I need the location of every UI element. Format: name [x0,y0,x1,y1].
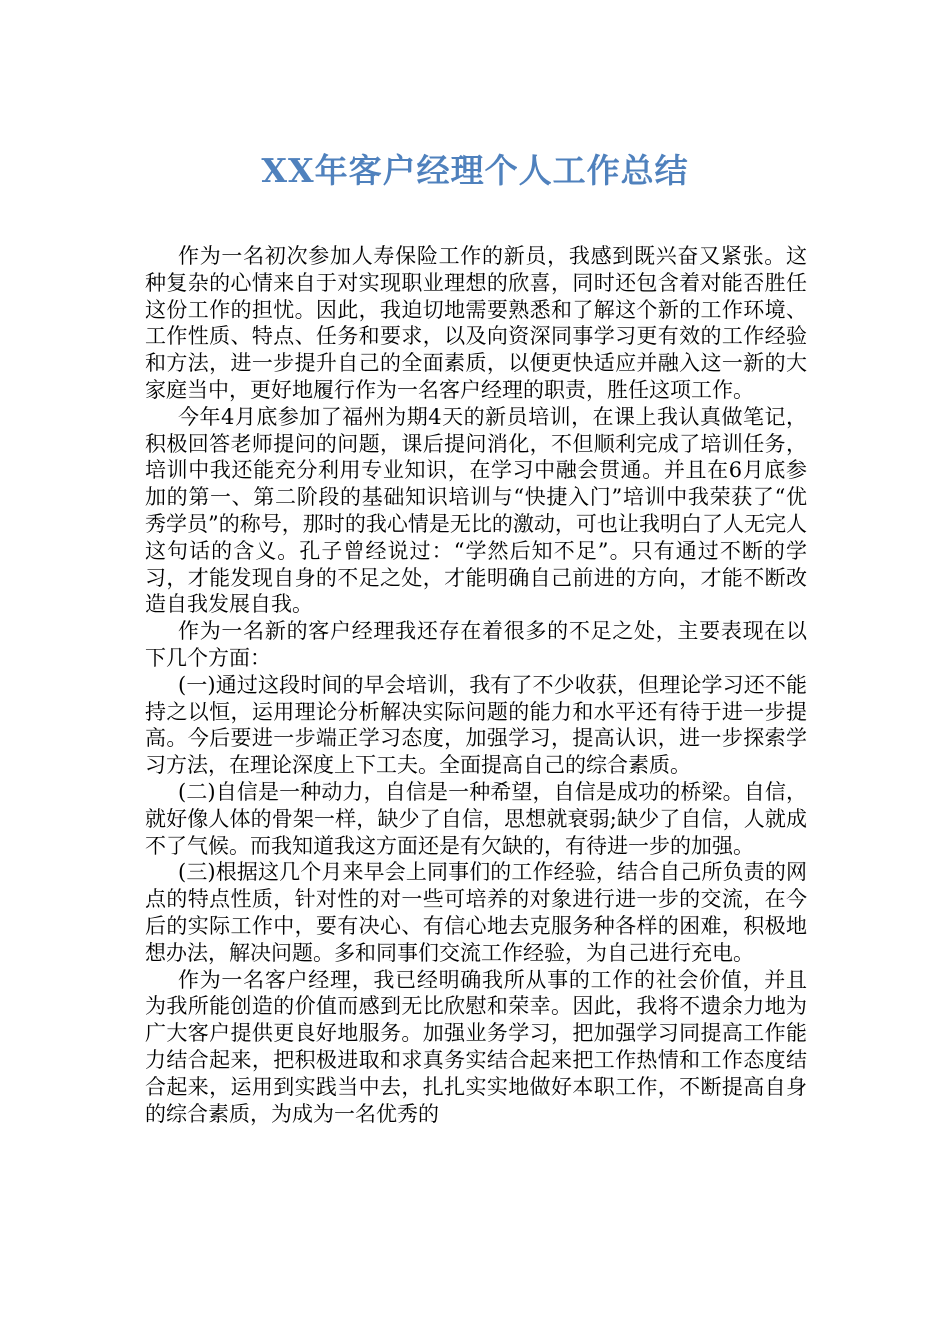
paragraph-item-one: (一)通过这段时间的早会培训，我有了不少收获，但理论学习还不能持之以恒，运用理论分析解决实际问题的能力和水平还有待于进一步提高。今后要进一步端正学习态度，加强学习，提高认识，进一步探索学习方法，在理论深度上下工夫。全面提高自己的综合素质。 [145,672,807,778]
paragraph-shortcomings-intro: 作为一名新的客户经理我还存在着很多的不足之处，主要表现在以下几个方面： [145,619,807,670]
paragraph-intro: 作为一名初次参加人寿保险工作的新员，我感到既兴奋又紧张。这种复杂的心情来自于对实现职业理想的欣喜，同时还包含着对能否胜任这份工作的担忧。因此，我迫切地需要熟悉和了解这个新的工作环境、工作性质、特点、任务和要求，以及向资深同事学习更有效的工作经验和方法，进一步提升自己的全面素质，以便更快适应并融入这一新的大家庭当中，更好地履行作为一名客户经理的职责，胜任这项工作。 [145,244,807,402]
document-title: XX年客户经理个人工作总结 [261,151,689,190]
paragraph-item-two: (二)自信是一种动力，自信是一种希望，自信是成功的桥梁。自信，就好像人体的骨架一样，缺少了自信，思想就衰弱;缺少了自信，人就成不了气候。而我知道我这方面还是有欠缺的，有待进一步的加强。 [145,779,807,858]
paragraph-training: 今年4月底参加了福州为期4天的新员培训，在课上我认真做笔记，积极回答老师提问的问题，课后提问消化，不但顺利完成了培训任务，培训中我还能充分利用专业知识，在学习中融会贯通。并且在6月底参加的第一、第二阶段的基础知识培训与“快捷入门”培训中我荣获了“优秀学员”的称号，那时的我心情是无比的激动，可也让我明白了人无完人这句话的含义。孔子曾经说过：“学然后知不足”。只有通过不断的学习，才能发现自身的不足之处，才能明确自己前进的方向，才能不断改造自我发展自我。 [145,404,807,617]
paragraph-item-three: (三)根据这几个月来早会上同事们的工作经验，结合自己所负责的网点的特点性质，针对性的对一些可培养的对象进行进一步的交流，在今后的实际工作中，要有决心、有信心地去克服务种各样的困难，积极地想办法，解决问题。多和同事们交流工作经验，为自己进行充电。 [145,860,807,965]
document-body [145,243,807,1127]
paragraph-conclusion: 作为一名客户经理，我已经明确我所从事的工作的社会价值，并且为我所能创造的价值而感到无比欣慰和荣幸。因此，我将不遗余力地为广大客户提供更良好地服务。加强业务学习，把加强学习同提高工作能力结合起来，把积极进取和求真务实结合起来把工作热情和工作态度结合起来，运用到实践当中去，扎扎实实地做好本职工作，不断提高自身的综合素质，为成为一名优秀的 [145,967,807,1126]
